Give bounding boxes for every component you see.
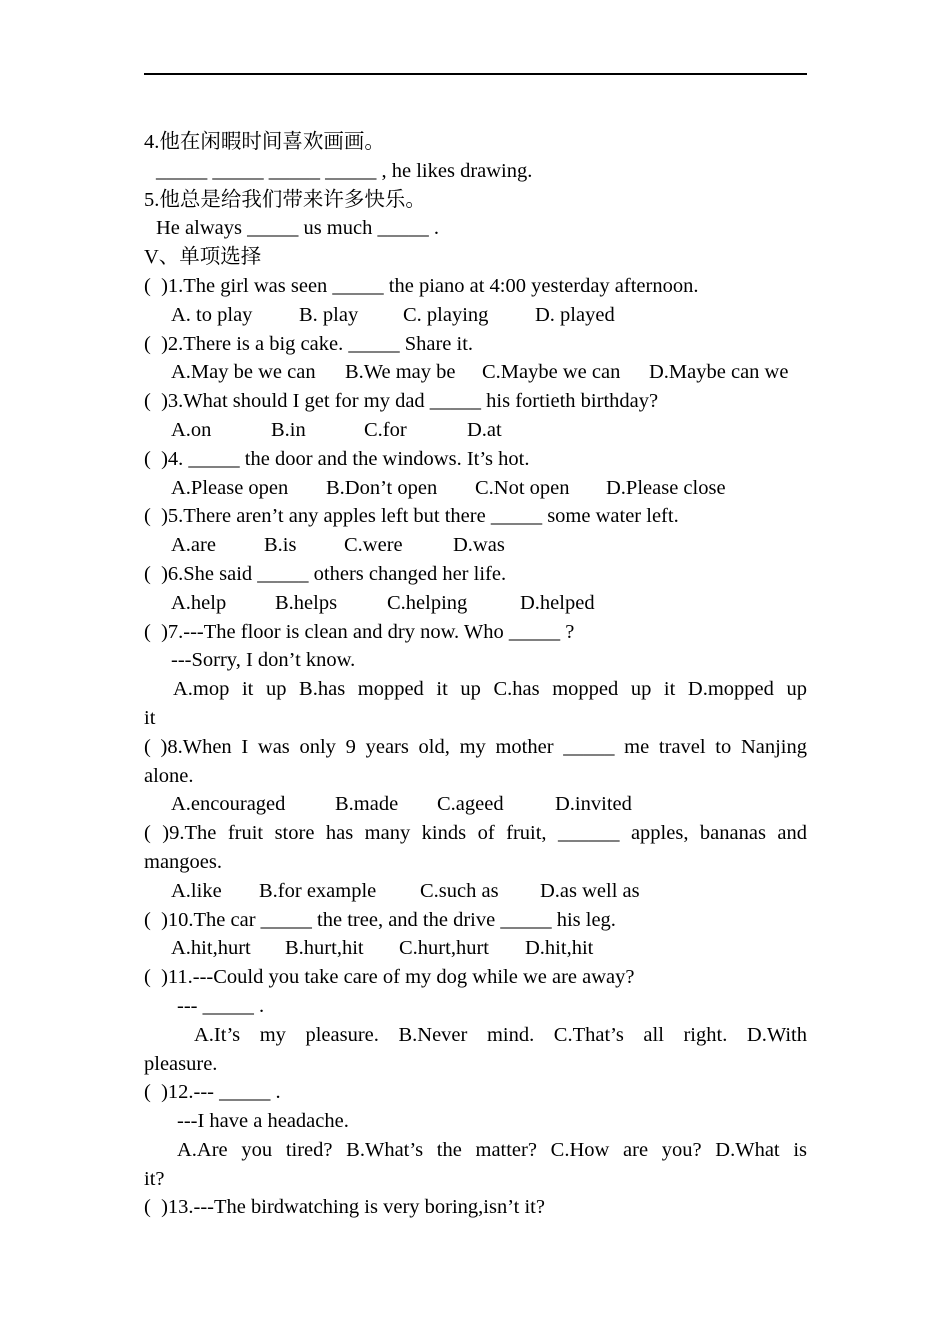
option: A.help xyxy=(171,591,227,614)
q7-options-wrap: it xyxy=(144,706,156,729)
q11-reply: --- _____ . xyxy=(177,994,265,1017)
q11-stem: ( )11.---Could you take care of my dog while we are away? xyxy=(144,966,635,989)
option: A.hit,hurt xyxy=(171,937,251,960)
option: C.ageed xyxy=(437,793,504,816)
q12-options-wrap: it? xyxy=(144,1167,165,1190)
option: B.Don’t open xyxy=(326,476,438,499)
q8-options xyxy=(144,790,807,819)
q11-options: A.It’s my pleasure. B.Never mind. C.That’s all right. D.With xyxy=(194,1023,807,1046)
q11-options-wrap: pleasure. xyxy=(144,1052,218,1075)
q1-stem: ( )1.The girl was seen _____ the piano at 4:00 yesterday afternoon. xyxy=(144,274,699,297)
option: A.are xyxy=(171,534,216,557)
option: C.helping xyxy=(387,591,468,614)
q13-stem: ( )13.---The birdwatching is very boring,isn’t it? xyxy=(144,1196,545,1219)
option: B.in xyxy=(271,418,306,441)
option: A.May be we can xyxy=(171,361,316,384)
q1-options xyxy=(144,301,807,330)
option: B.helps xyxy=(275,591,338,614)
option: B.hurt,hit xyxy=(285,937,364,960)
option: D.Maybe can we xyxy=(649,361,789,384)
q6-options xyxy=(144,589,807,618)
q6-stem: ( )6.She said _____ others changed her life. xyxy=(144,562,507,585)
option: C.hurt,hurt xyxy=(399,937,489,960)
option: D.invited xyxy=(555,793,632,816)
q9-options xyxy=(144,877,807,906)
q4-chinese: 4.他在闲暇时间喜欢画画。 xyxy=(144,131,385,153)
option: D.Please close xyxy=(606,476,726,499)
q3-stem: ( )3.What should I get for my dad _____ his fortieth birthday? xyxy=(144,390,659,413)
option: B.is xyxy=(264,534,297,557)
q8-stem: ( )8.When I was only 9 years old, my mother _____ me travel to Nanjing xyxy=(144,735,807,758)
option: C. playing xyxy=(403,303,489,326)
q4-english: _____ _____ _____ _____ , he likes drawing. xyxy=(156,159,533,182)
worksheet-body xyxy=(144,128,807,1222)
q5-chinese: 5.他总是给我们带来许多快乐。 xyxy=(144,188,426,211)
option: C.Maybe we can xyxy=(482,361,621,384)
option: D.helped xyxy=(520,591,595,614)
option: D.as well as xyxy=(540,879,640,902)
q5-stem: ( )5.There aren’t any apples left but there _____ some water left. xyxy=(144,505,679,528)
q5-english: He always _____ us much _____ . xyxy=(156,217,439,240)
q7-options: A.mop it up B.has mopped it up C.has mopped up it D.mopped up xyxy=(173,678,807,701)
option: B.made xyxy=(335,793,399,816)
option: D.was xyxy=(453,534,505,557)
q5-options xyxy=(144,531,807,560)
q9-stem-wrap: mangoes. xyxy=(144,850,222,873)
q4-options xyxy=(144,474,807,503)
option: A.on xyxy=(171,418,212,441)
option: D. played xyxy=(535,303,615,326)
option: C.were xyxy=(344,534,403,557)
option: D.at xyxy=(467,418,502,441)
option: B. play xyxy=(299,303,359,326)
q3-options xyxy=(144,416,807,445)
q12-reply: ---I have a headache. xyxy=(177,1110,349,1133)
option: A. to play xyxy=(171,303,253,326)
option: B.for example xyxy=(259,879,377,902)
q2-stem: ( )2.There is a big cake. _____ Share it. xyxy=(144,332,474,355)
q7-stem: ( )7.---The floor is clean and dry now. Who _____ ? xyxy=(144,620,575,643)
q8-stem-wrap: alone. xyxy=(144,764,194,787)
q12-options: A.Are you tired? B.What’s the matter? C.How are you? D.What is xyxy=(177,1138,807,1161)
q12-stem: ( )12.--- _____ . xyxy=(144,1081,281,1104)
q10-stem: ( )10.The car _____ the tree, and the drive _____ his leg. xyxy=(144,908,616,931)
section-heading: V、单项选择 xyxy=(144,246,262,269)
option: A.encouraged xyxy=(171,793,286,816)
q2-options xyxy=(144,358,807,387)
option: B.We may be xyxy=(345,361,456,384)
option: A.Please open xyxy=(171,476,289,499)
q9-stem: ( )9.The fruit store has many kinds of fruit, ______ apples, bananas and xyxy=(144,822,807,845)
q4-stem: ( )4. _____ the door and the windows. It’s hot. xyxy=(144,447,530,470)
option: A.like xyxy=(171,879,222,902)
q10-options xyxy=(144,934,807,963)
option: C.such as xyxy=(420,879,499,902)
option: D.hit,hit xyxy=(525,937,594,960)
header-rule xyxy=(144,73,807,75)
option: C.for xyxy=(364,418,407,441)
option: C.Not open xyxy=(475,476,570,499)
q7-reply: ---Sorry, I don’t know. xyxy=(171,649,356,672)
